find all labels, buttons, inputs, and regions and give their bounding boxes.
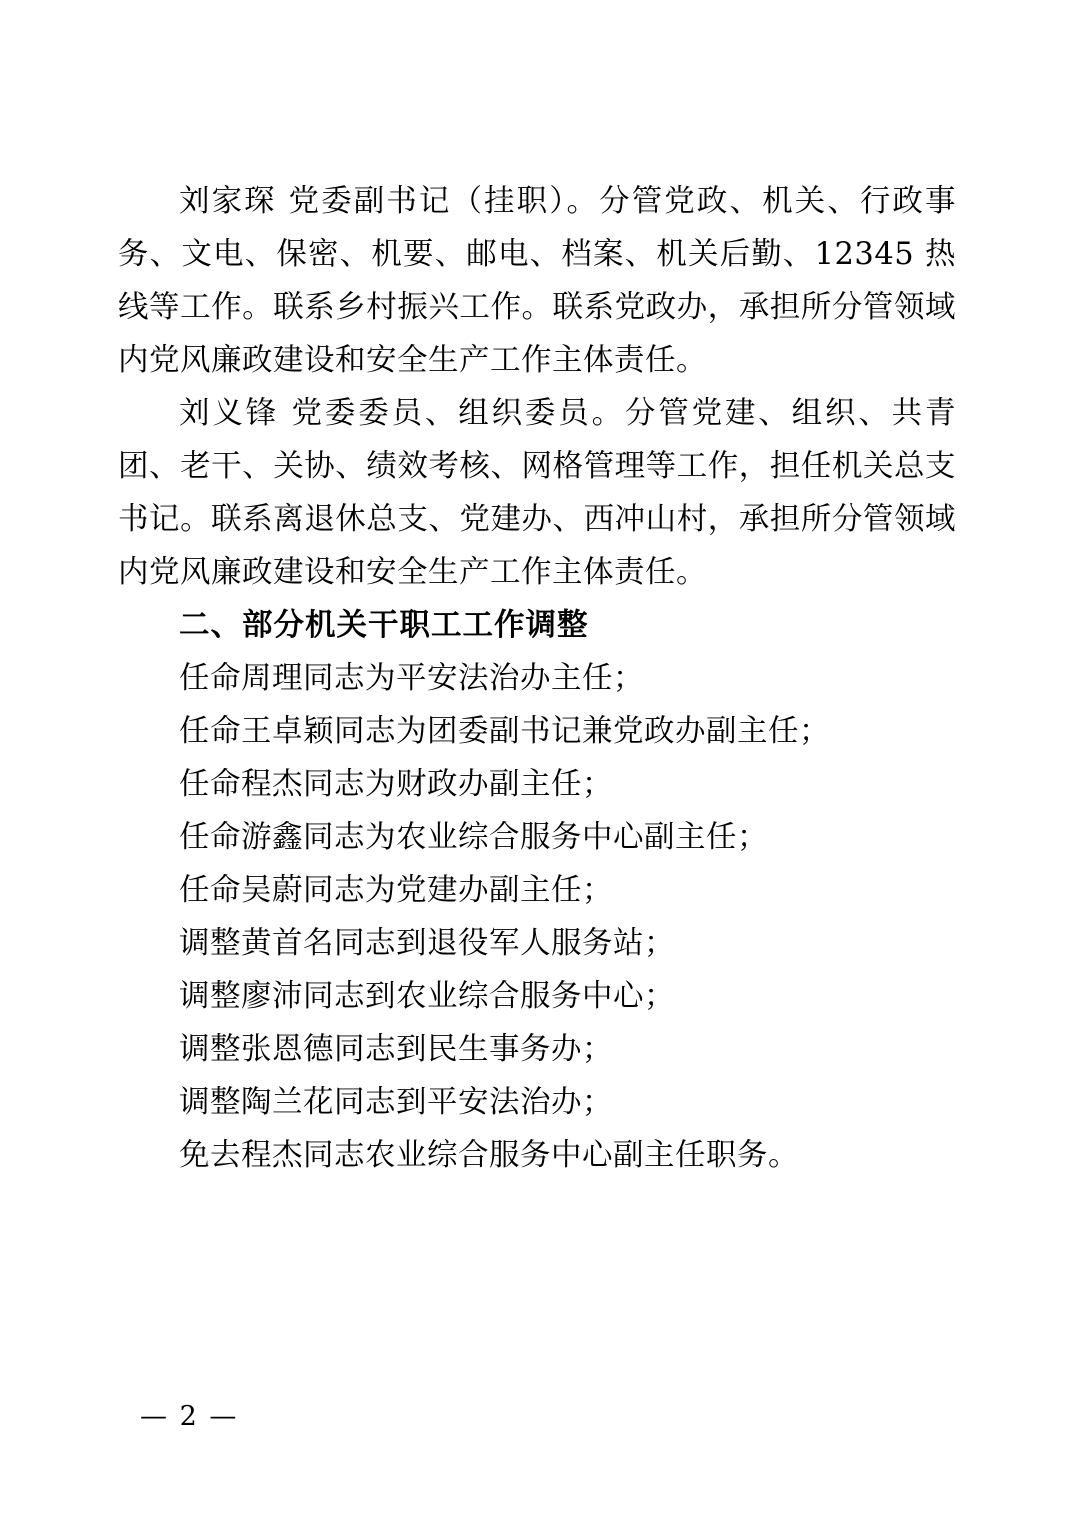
- paragraph-liu-jiachen: 刘家琛 党委副书记（挂职）。分管党政、机关、行政事务、文电、保密、机要、邮电、档案、机关后勤、12345 热线等工作。联系乡村振兴工作。联系党政办，承担所分管领域内党风廉政建设和安全生产工作主体责任。: [118, 184, 956, 378]
- list-item: 任命王卓颖同志为团委副书记兼党政办副主任；: [179, 714, 830, 749]
- list-item: 调整张恩德同志到民生事务办；: [179, 1032, 613, 1067]
- list-item: 调整陶兰花同志到平安法治办；: [179, 1085, 613, 1120]
- page-footer: [118, 1401, 956, 1432]
- document-body: [118, 175, 956, 1182]
- page-number: — 2 —: [140, 1401, 239, 1432]
- paragraph-liu-yifeng: 刘义锋 党委委员、组织委员。分管党建、组织、共青团、老干、关协、绩效考核、网格管理等工作，担任机关总支书记。联系离退休总支、党建办、西冲山村，承担所分管领域内党风廉政建设和安全生产工作主体责任。: [118, 396, 956, 590]
- list-item: 调整廖沛同志到农业综合服务中心；: [179, 979, 675, 1014]
- list-item: 调整黄首名同志到退役军人服务站；: [179, 926, 675, 961]
- section-heading-staff-adjustment: 二、部分机关干职工工作调整: [179, 608, 589, 643]
- list-item: 免去程杰同志农业综合服务中心副主任职务。: [179, 1138, 799, 1173]
- list-item: 任命吴蔚同志为党建办副主任；: [179, 873, 613, 908]
- list-item: 任命程杰同志为财政办副主任；: [179, 767, 613, 802]
- list-item: 任命游鑫同志为农业综合服务中心副主任；: [179, 820, 768, 855]
- list-item: 任命周理同志为平安法治办主任；: [179, 661, 644, 696]
